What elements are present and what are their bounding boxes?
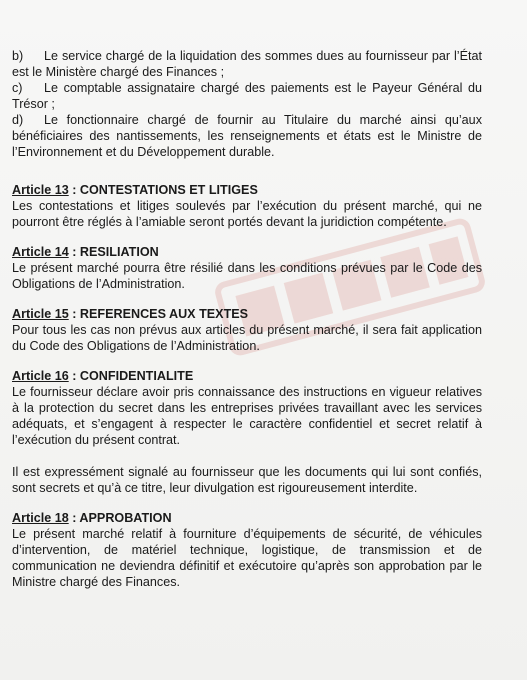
article-heading: [12, 368, 482, 384]
item-letter: c): [12, 81, 23, 95]
article-title: : APPROBATION: [68, 511, 172, 525]
article-number: Article 16: [12, 369, 69, 383]
article-paragraph: Les contestations et litiges soulevés par l’exécution du présent marché, qui ne pourront être réglés à l’amiable seront portés devant la juridiction compétente.: [12, 199, 482, 229]
article-title: : RESILIATION: [68, 245, 159, 259]
article-heading: [12, 306, 482, 322]
document-body: [12, 48, 482, 590]
article-number: Article 18: [12, 511, 69, 525]
article-title: : CONTESTATIONS ET LITIGES: [68, 183, 258, 197]
article-paragraph: Il est expressément signalé au fournisseur que les documents qui lui sont confiés, sont secrets et qu’à ce titre, leur divulgation est rigoureusement interdite.: [12, 465, 482, 495]
article-paragraph: Le fournisseur déclare avoir pris connaissance des instructions en vigueur relatives à la protection du secret dans les entreprises privées travaillant avec les services adéquats, et s’engagent à respecter le caractère confidentiel et secret relatif à l’exécution du présent contrat.: [12, 385, 482, 447]
article-paragraph: Le présent marché pourra être résilié dans les conditions prévues par le Code des Obligations de l’Administration.: [12, 261, 482, 291]
list-item: [12, 48, 482, 80]
item-text: Le comptable assignataire chargé des paiements est le Payeur Général du Trésor ;: [12, 81, 482, 111]
article-number: Article 13: [12, 183, 69, 197]
article-heading: [12, 182, 482, 198]
item-text: Le service chargé de la liquidation des sommes dues au fournisseur par l’État est le Ministère chargé des Finances ;: [12, 49, 482, 79]
article-paragraph: Pour tous les cas non prévus aux articles du présent marché, il sera fait application du Code des Obligations de l’Administration.: [12, 323, 482, 353]
article-title: : CONFIDENTIALITE: [68, 369, 194, 383]
article-heading: [12, 244, 482, 260]
list-item: [12, 112, 482, 160]
article-number: Article 14: [12, 245, 69, 259]
article-heading: [12, 510, 482, 526]
item-letter: d): [12, 113, 24, 127]
article-title: : REFERENCES AUX TEXTES: [68, 307, 249, 321]
article-paragraph: Le présent marché relatif à fourniture d’équipements de sécurité, de véhicules d’intervention, de matériel technique, logistique, de transmission et de communication ne deviendra définitif et exécutoire qu’après son approbation par le Ministre chargé des Finances.: [12, 527, 482, 589]
list-item: [12, 80, 482, 112]
item-letter: b): [12, 49, 24, 63]
article-number: Article 15: [12, 307, 69, 321]
item-text: Le fonctionnaire chargé de fournir au Titulaire du marché ainsi qu’aux bénéficiaires des nantissements, les renseignements et états est le Ministre de l’Environnement et du Développement durable.: [12, 113, 482, 159]
